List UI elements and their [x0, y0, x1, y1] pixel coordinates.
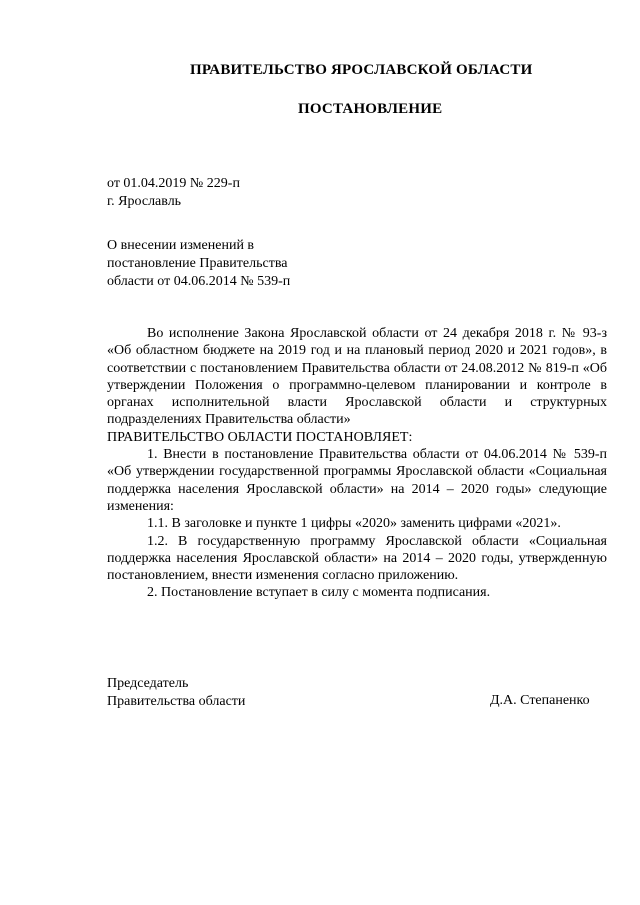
signatory-title — [107, 675, 245, 711]
item-1-1: 1.1. В заголовке и пункте 1 цифры «2020» заменить цифрами «2021». — [147, 516, 561, 532]
signatory-name: Д.А. Степаненко — [490, 693, 590, 708]
subject-line-3: области от 04.06.2014 № 539-п — [107, 274, 291, 289]
date-number: от 01.04.2019 № 229-п — [107, 176, 240, 191]
document-type-heading: ПОСТАНОВЛЕНИЕ — [298, 101, 443, 117]
resolves-line: ПРАВИТЕЛЬСТВО ОБЛАСТИ ПОСТАНОВЛЯЕТ: — [107, 429, 413, 445]
item-1-2: 1.2. В государственную программу Ярославской области «Социальная поддержка населения Ярославской области» на 2014 – 2020 годы, утвержденную постановлением, внести изменения согласно приложению. — [107, 533, 607, 584]
preamble-paragraph: Во исполнение Закона Ярославской области от 24 декабря 2018 г. № 93-з «Об областном бюджете на 2019 год и на плановый период 2020 и 2021 годов», в соответствии с постановлением Правительства области от 24.08.2012 № 819-п «Об утверждении Положения о программно-целевом планировании и контроле в органах исполнительной власти Ярославской области и структурных подразделениях Правительства области» — [107, 326, 607, 428]
subject-line-1: О внесении изменений в — [107, 238, 255, 253]
item-1: 1. Внести в постановление Правительства области от 04.06.2014 № 539-п «Об утверждении государственной программы Ярославской области «Социальная поддержка населения Ярославской области» на 2014 – 2020 годы» следующие изменения: — [107, 447, 607, 514]
signatory-title-line-1: Председатель — [107, 676, 189, 691]
subject-line-2: постановление Правительства — [107, 256, 288, 271]
document-body — [107, 325, 607, 602]
city: г. Ярославль — [107, 194, 182, 209]
item-2: 2. Постановление вступает в силу с момента подписания. — [147, 585, 491, 601]
government-heading: ПРАВИТЕЛЬСТВО ЯРОСЛАВСКОЙ ОБЛАСТИ — [190, 62, 533, 78]
signatory-title-line-2: Правительства области — [107, 694, 246, 709]
